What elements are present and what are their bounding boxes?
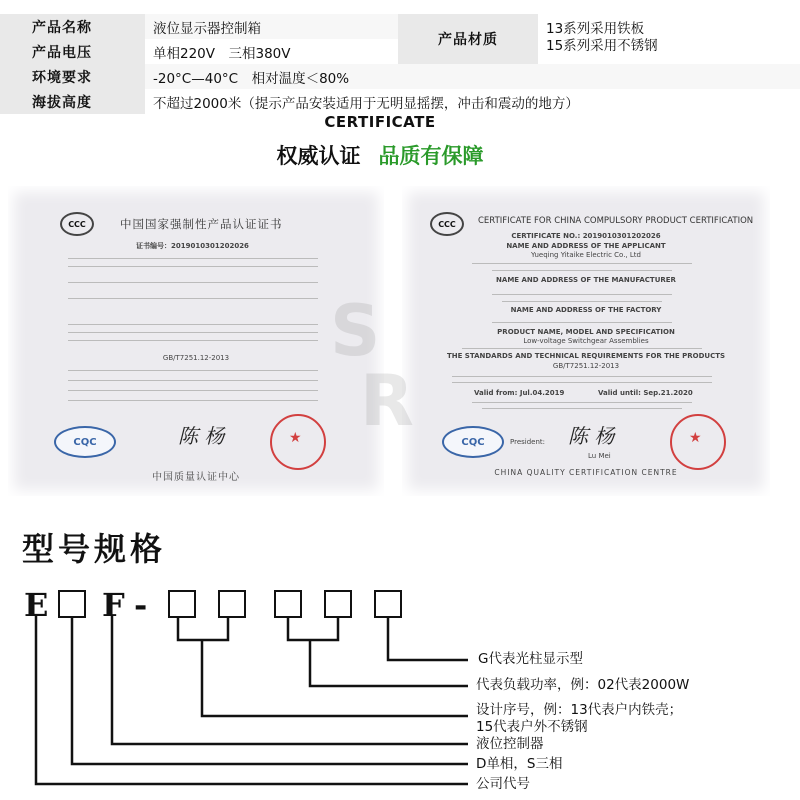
- text-line: [492, 322, 672, 323]
- text-line: [492, 270, 672, 271]
- standards-heading: THE STANDARDS AND TECHNICAL REQUIREMENTS FOR THE PRODUCTS: [446, 352, 726, 360]
- text-line: [482, 408, 682, 409]
- ccc-logo-icon: CCC: [60, 212, 94, 236]
- code-box: [274, 590, 302, 618]
- signer-name: Lu Mei: [588, 452, 611, 460]
- spec-label: 产品名称: [0, 14, 145, 39]
- text-line: [68, 298, 318, 299]
- text-line: [68, 400, 318, 401]
- bracket-series: [202, 640, 468, 716]
- desc-controller: 液位控制器: [476, 736, 544, 752]
- cert-number: CERTIFICATE NO.: 2019010301202026: [511, 232, 661, 240]
- material-line: 13系列采用铁板: [546, 21, 645, 37]
- model-title: 型号规格: [22, 530, 167, 568]
- code-letter-e: E: [24, 586, 49, 624]
- product-heading: PRODUCT NAME, MODEL AND SPECIFICATION: [497, 328, 675, 336]
- red-seal-icon: [670, 414, 726, 470]
- text-line: [68, 380, 318, 381]
- spec-value: 液位显示器控制箱: [145, 14, 398, 39]
- spec-value: -20°C—40°C 相对温度＜80%: [145, 64, 800, 89]
- bracket-series-top: [178, 616, 228, 640]
- spec-label: 产品电压: [0, 39, 145, 64]
- factory-heading: NAME AND ADDRESS OF THE FACTORY: [510, 306, 662, 314]
- text-line: [68, 282, 318, 283]
- certificate-english: [402, 186, 770, 496]
- cert-number: 证书编号：2019010301202026: [136, 242, 249, 250]
- watermark-icon: R: [360, 360, 414, 442]
- product-name: Low-voltage Switchgear Assemblies: [523, 337, 649, 345]
- bracket-controller: [112, 616, 468, 744]
- desc-company: 公司代号: [476, 776, 530, 792]
- spec-label: 海拔高度: [0, 89, 145, 114]
- cert-standard: GB/T7251.12-2013: [552, 362, 620, 370]
- certificate-slogan: [0, 140, 760, 170]
- text-line: [68, 266, 318, 267]
- text-line: [492, 294, 672, 295]
- valid-until: Valid until: Sep.21.2020: [598, 389, 693, 397]
- text-line: [68, 340, 318, 341]
- slogan-part1: 权威认证: [276, 144, 361, 168]
- bracket-company: [36, 616, 468, 784]
- text-line: [462, 348, 702, 349]
- spec-label: 环境要求: [0, 64, 145, 89]
- desc-phase: D单相，S三相: [476, 756, 563, 772]
- spec-value: 单相220V 三相380V: [153, 45, 291, 62]
- signature: 陈 杨: [568, 424, 615, 448]
- material-line: 15系列采用不锈钢: [546, 38, 658, 54]
- red-seal-icon: [270, 414, 326, 470]
- code-box: [374, 590, 402, 618]
- desc-display-type: G代表光柱显示型: [478, 651, 583, 667]
- text-line: [472, 402, 692, 403]
- bracket-g: [388, 616, 468, 660]
- text-line: [452, 382, 712, 383]
- bracket-phase: [72, 616, 468, 764]
- manufacturer-heading: NAME AND ADDRESS OF THE MANUFACTURER: [496, 276, 676, 284]
- text-line: [68, 324, 318, 325]
- bracket-power: [310, 640, 468, 686]
- spec-value: 不超过2000米（提示产品安装适用于无明显摇摆，冲击和震动的地方）: [153, 95, 579, 112]
- bracket-power-top: [288, 616, 338, 640]
- watermark-icon: S: [330, 290, 381, 372]
- certificate-chinese: [8, 186, 384, 496]
- desc-series-1: 设计序号，例：13代表户内铁壳；: [476, 702, 683, 718]
- cert-issuer: 中国质量认证中心: [152, 472, 240, 483]
- text-line: [68, 258, 318, 259]
- cert-issuer: CHINA QUALITY CERTIFICATION CENTRE: [494, 468, 678, 477]
- text-line: [472, 263, 692, 264]
- cqc-logo: CQC: [442, 426, 504, 458]
- code-box: [218, 590, 246, 618]
- text-line: [68, 390, 318, 391]
- applicant-name: Yueqing Yitaike Electric Co., Ltd: [531, 251, 641, 259]
- spec-row-altitude: [0, 89, 800, 114]
- code-letter-f: F: [102, 586, 125, 624]
- material-value: [540, 14, 800, 64]
- text-line: [502, 301, 662, 302]
- valid-from: Valid from: Jul.04.2019: [474, 389, 565, 397]
- certificate-heading: CERTIFICATE: [324, 113, 436, 131]
- cert-standard: GB/T7251.12-2013: [162, 354, 230, 362]
- text-line: [452, 376, 712, 377]
- signature: 陈 杨: [178, 424, 225, 448]
- text-line: [68, 370, 318, 371]
- code-dash: -: [134, 586, 148, 624]
- cert-title: 中国国家强制性产品认证证书: [120, 217, 283, 231]
- code-box: [168, 590, 196, 618]
- text-line: [68, 332, 318, 333]
- material-label: 产品材质: [398, 14, 538, 64]
- cert-title: CERTIFICATE FOR CHINA COMPULSORY PRODUCT CERTIFICATION: [478, 216, 754, 226]
- president-label: President:: [510, 438, 546, 446]
- ccc-logo-icon: CCC: [430, 212, 464, 236]
- desc-power: 代表负载功率，例：02代表2000W: [476, 677, 690, 693]
- code-box: [58, 590, 86, 618]
- code-box: [324, 590, 352, 618]
- spec-row-environment: [0, 64, 800, 89]
- desc-series-2: 15代表户外不锈钢: [476, 719, 588, 735]
- applicant-heading: NAME AND ADDRESS OF THE APPLICANT: [506, 242, 666, 250]
- slogan-part2: 品质有保障: [378, 144, 484, 168]
- cqc-logo: CQC: [54, 426, 116, 458]
